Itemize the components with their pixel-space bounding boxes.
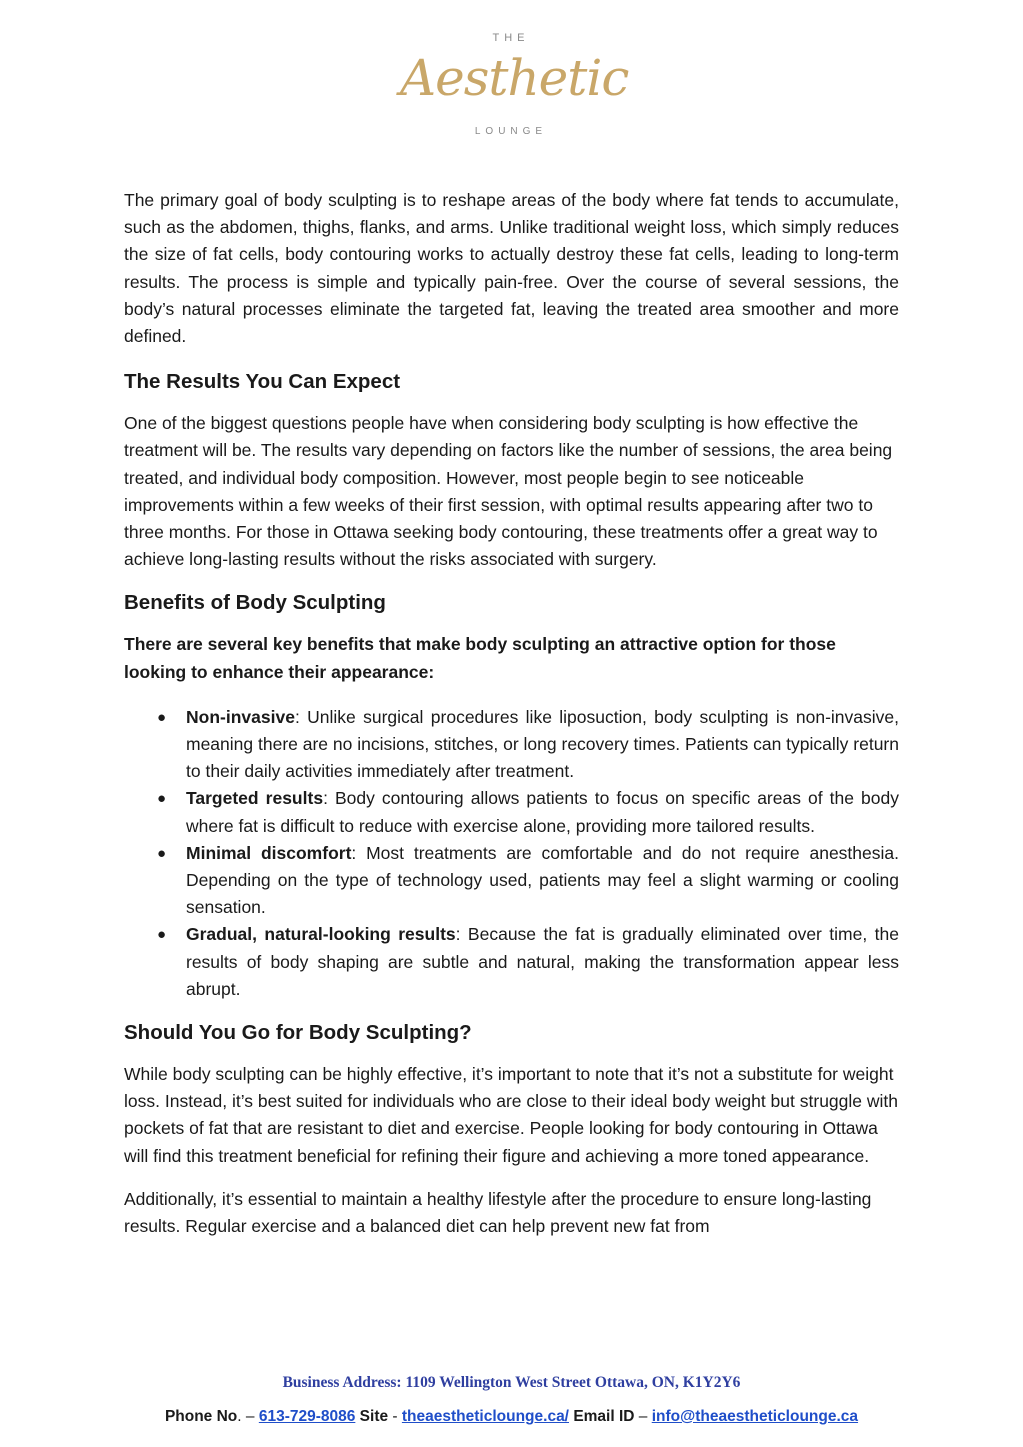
bullet-icon: ● [157, 926, 167, 944]
benefits-intro: There are several key benefits that make body sculpting an attractive option for those looking to enhance their appearance: [124, 634, 836, 682]
benefit-text: : Because the fat is gradually eliminated over time, the results of body shaping are subtle and natural, making the transformation appear less abrupt. [186, 924, 899, 999]
benefits-list [124, 704, 899, 1003]
intro-paragraph: The primary goal of body sculpting is to reshape areas of the body where fat tends to accumulate, such as the abdomen, thighs, flanks, and arms. Unlike traditional weight loss, which simply reduces the size of fat cells, body contouring works to actually destroy these fat cells, leading to long-term results. The process is simple and typically pain-free. Over the course of several sessions, the body’s natural processes eliminate the targeted fat, leaving the treated area smoother and more defined. [124, 190, 899, 347]
email-separator: – [634, 1408, 652, 1425]
document-body [124, 187, 899, 1240]
list-item [157, 785, 899, 839]
site-label: Site [359, 1408, 389, 1425]
phone-separator: . – [237, 1408, 259, 1425]
benefit-text: : Most treatments are comfortable and do not require anesthesia. Depending on the type of technology used, patients may feel a slight warming or cooling sensation. [186, 842, 899, 918]
site-separator: - [388, 1408, 402, 1425]
benefit-term: Minimal discomfort [186, 842, 352, 863]
benefit-term: Non-invasive [186, 706, 295, 727]
email-label: Email ID [573, 1408, 635, 1425]
benefit-term: Gradual, natural-looking results [186, 924, 456, 945]
heading-benefits: Benefits of Body Sculpting [124, 591, 386, 615]
heading-should: Should You Go for Body Sculpting? [124, 1021, 472, 1045]
list-item [157, 840, 899, 922]
benefit-text: : Unlike surgical procedures like liposuction, body sculpting is non-invasive, meaning there are no incisions, stitches, or long recovery times. Patients can typically return to their daily activities immediately after treatment. [186, 706, 899, 782]
logo-top-text: THE [492, 32, 530, 44]
footer-address: Business Address: 1109 Wellington West Street Ottawa, ON, K1Y2Y6 [282, 1374, 741, 1391]
heading-results: The Results You Can Expect [124, 370, 401, 394]
email-link[interactable]: info@theaestheticlounge.ca [651, 1408, 859, 1425]
logo-bottom-text: LOUNGE [474, 126, 548, 137]
list-item [157, 704, 899, 786]
footer-contact [0, 1408, 1023, 1426]
bullet-icon: ● [157, 790, 167, 808]
list-item [157, 921, 899, 1003]
should-paragraph-1: While body sculpting can be highly effective, it’s important to note that it’s not a substitute for weight loss. Instead, it’s best suited for individuals who are close to their ideal body weight but struggle with pockets of fat that are resistant to diet and exercise. People looking for body contouring in Ottawa will find this treatment beneficial for refining their figure and achieving a more toned appearance. [124, 1064, 898, 1166]
benefit-term: Targeted results [186, 788, 324, 809]
phone-link[interactable]: 613-729-8086 [258, 1408, 356, 1425]
bullet-icon: ● [157, 708, 167, 726]
results-paragraph: One of the biggest questions people have when considering body sculpting is how effective the treatment will be. The results vary depending on factors like the number of sessions, the area being treated, and individual body composition. However, most people begin to see noticeable improvements within a few weeks of their first session, with optimal results appearing after two to three months. For those in Ottawa seeking body contouring, these treatments offer a great way to achieve long-lasting results without the risks associated with surgery. [124, 413, 893, 570]
phone-label: Phone No [164, 1408, 238, 1425]
benefit-text: : Body contouring allows patients to focus on specific areas of the body where fat is difficult to reduce with exercise alone, providing more tailored results. [186, 788, 899, 836]
should-paragraph-2: Additionally, it’s essential to maintain a healthy lifestyle after the procedure to ensure long-lasting results. Regular exercise and a balanced diet can help prevent new fat from [124, 1188, 872, 1237]
site-link[interactable]: theaestheticlounge.ca/ [401, 1408, 569, 1425]
logo-script-text: Aesthetic [400, 49, 629, 107]
brand-logo [400, 30, 629, 145]
bullet-icon: ● [157, 844, 167, 862]
